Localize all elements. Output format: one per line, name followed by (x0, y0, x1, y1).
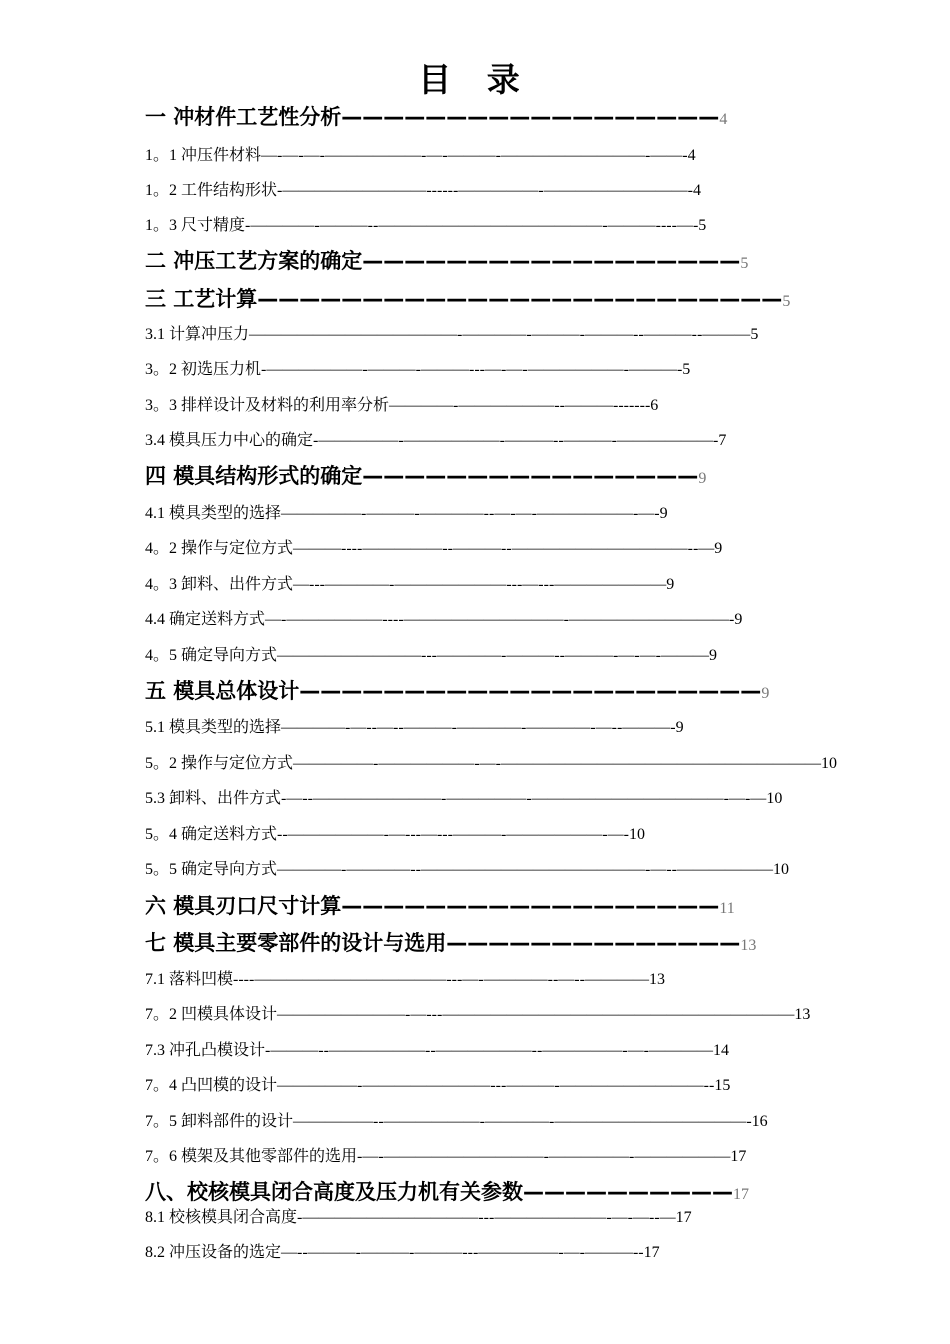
toc-section-entry (145, 429, 726, 452)
toc-entry-text: 3.1 计算冲压力—————————————-————-———-———--———--——— (145, 326, 751, 343)
toc-page-number: 4 (692, 182, 701, 199)
toc-entry-text: 5。2 操作与定位方式—————-——————-—-———————————————————— (145, 755, 821, 772)
toc-chapter-entry (145, 285, 790, 316)
toc-section-entry (145, 358, 690, 381)
toc-page-number: 13 (740, 937, 757, 954)
toc-section-entry (145, 537, 722, 560)
toc-page-number: 4 (719, 111, 728, 128)
toc-page-number: 9 (708, 647, 717, 664)
toc-section-entry (145, 1241, 660, 1264)
toc-page-number: 9 (698, 470, 707, 487)
toc-entry-text: 六 模具刃口尺寸计算—————————————————— (145, 894, 720, 918)
toc-section-entry (145, 179, 701, 202)
toc-entry-text: 5。4 确定送料方式--——————-—---—---———-——————-—- (145, 826, 629, 843)
toc-entry-text: 4.4 确定送料方式—-——————----——————————-——————————- (145, 611, 735, 628)
toc-entry-text: 四 模具结构形式的确定———————————————— (145, 464, 699, 488)
toc-entry-text: 3。3 排样设计及材料的利用率分析————-——————--———------- (145, 397, 651, 414)
toc-section-entry (145, 323, 758, 346)
toc-page-number: 17 (675, 1209, 692, 1226)
toc-section-entry (145, 573, 674, 596)
toc-section-entry (145, 502, 668, 525)
toc-section-entry (145, 1145, 746, 1168)
toc-section-entry (145, 823, 645, 846)
toc-section-entry (145, 644, 717, 667)
toc-page-number: 9 (675, 719, 684, 736)
toc-entry-text: 1。3 尺寸精度-————-———--——————————————-———----—- (145, 217, 699, 234)
toc-entry-text: 4.1 模具类型的选择—————-———-————--—-—-——————-—- (145, 505, 660, 522)
toc-section-entry (145, 716, 684, 739)
toc-entry-text: 七 模具主要零部件的设计与选用—————————————— (145, 931, 741, 955)
toc-page-number: 5 (682, 361, 691, 378)
toc-entry-text: 4。3 卸料、出件方式—---————-———————---—---——————— (145, 576, 667, 593)
toc-section-entry (145, 608, 742, 631)
toc-section-entry (145, 1206, 692, 1229)
toc-entry-text: 5.3 卸料、出件方式-—--————————-—————-————————————-—-— (145, 790, 767, 807)
toc-page-number: 17 (730, 1148, 747, 1165)
toc-page-number: 10 (766, 790, 783, 807)
toc-entry-text: 一 冲材件工艺性分析—————————————————— (145, 105, 720, 129)
toc-page-number: 9 (761, 685, 770, 702)
toc-entry-text: 7。2 凹模具体设计————————-—---—————————————————————— (145, 1006, 795, 1023)
toc-entry-text: 8.1 校核模具闭合高度-———————————---———————-—-—--— (145, 1209, 676, 1226)
toc-page-number: 4 (687, 147, 696, 164)
toc-page-number: 9 (734, 611, 743, 628)
toc-entry-text: 7。5 卸料部件的设计—————--——————-————-————————————- (145, 1113, 752, 1130)
toc-entry-text: 五 模具总体设计—————————————————————— (145, 679, 762, 703)
toc-entry-text: 7.3 冲孔凸模设计-———--——————--——————--—————-—-———— (145, 1042, 713, 1059)
toc-page-number: 17 (643, 1244, 660, 1261)
toc-entry-text: 7.1 落料凹模----————————————---—-————--—--———— (145, 971, 649, 988)
toc-chapter-entry (145, 677, 769, 708)
toc-page-number: 5 (782, 293, 791, 310)
toc-section-entry (145, 752, 837, 775)
toc-entry-text: 7。6 模架及其他零部件的选用-—-——————————-—————-—————— (145, 1148, 731, 1165)
toc-page-number: 5 (740, 255, 749, 272)
toc-page-number: 15 (714, 1077, 731, 1094)
toc-page-number: 10 (821, 755, 837, 772)
toc-entry-text: 1。1 冲压件材料—-—-—-——————-—-———-—————————-——- (145, 147, 688, 164)
toc-entry-text: 5.1 模具类型的选择————-—--—--———-————-————-—--———- (145, 719, 676, 736)
toc-chapter-entry (145, 103, 727, 134)
toc-entry-text: 4。5 确定导向方式—————————---————-———--———-—-—-——— (145, 647, 709, 664)
toc-entry-text: 三 工艺计算————————————————————————— (145, 287, 783, 311)
toc-section-entry (145, 858, 789, 881)
toc-chapter-entry (145, 1178, 749, 1209)
toc-page-number: 17 (733, 1186, 749, 1203)
toc-page-number: 5 (750, 326, 759, 343)
toc-page-number: 13 (648, 971, 665, 988)
toc-page-number: 9 (714, 540, 723, 557)
toc-section-entry (145, 1110, 768, 1133)
toc-page-number: 14 (712, 1042, 729, 1059)
toc-section-entry (145, 144, 696, 167)
toc-section-entry (145, 968, 665, 991)
toc-entry-text: 二 冲压工艺方案的确定—————————————————— (145, 249, 741, 273)
toc-section-entry (145, 1039, 729, 1062)
toc-entry-text: 3.4 模具压力中心的确定-—————-——————-———--———-——————- (145, 432, 719, 449)
toc-page-number: 5 (698, 217, 707, 234)
toc-section-entry (145, 394, 658, 417)
toc-page-number: 11 (719, 900, 735, 917)
toc-page-number: 7 (718, 432, 727, 449)
toc-page-number: 13 (794, 1006, 811, 1023)
toc-entry-text: 3。2 初选压力机-——————-———-———---—-—-——————-———- (145, 361, 683, 378)
toc-entry-text: 4。2 操作与定位方式———----—————--———--———————————--— (145, 540, 715, 557)
toc-entry-text: 八、校核模具闭合高度及压力机有关参数—————————— (145, 1180, 733, 1204)
toc-page-number: 10 (772, 861, 789, 878)
toc-chapter-entry (145, 462, 706, 493)
toc-chapter-entry (145, 929, 756, 960)
page-title: 目 录 (418, 60, 532, 99)
toc-page-number: 16 (751, 1113, 768, 1130)
toc-page-number: 9 (666, 576, 675, 593)
toc-entry-text: 8.2 冲压设备的选定—--———-———-———---—————-—-———-- (145, 1244, 644, 1261)
toc-section-entry (145, 1003, 810, 1026)
toc-section-entry (145, 787, 782, 810)
toc-entry-text: 1。2 工件结构形状-—————————------—————-—————————- (145, 182, 693, 199)
toc-entry-text: 5。5 确定导向方式————-————--——————————————-—--—————— (145, 861, 773, 878)
toc-section-entry (145, 214, 706, 237)
toc-chapter-entry (145, 892, 735, 923)
toc-section-entry (145, 1074, 730, 1097)
toc-chapter-entry (145, 247, 748, 278)
toc-page-number: 6 (650, 397, 659, 414)
toc-entry-text: 7。4 凸凹模的设计—————-————————---———-—————————-- (145, 1077, 715, 1094)
toc-page-number: 10 (628, 826, 645, 843)
toc-page-number: 9 (659, 505, 668, 522)
